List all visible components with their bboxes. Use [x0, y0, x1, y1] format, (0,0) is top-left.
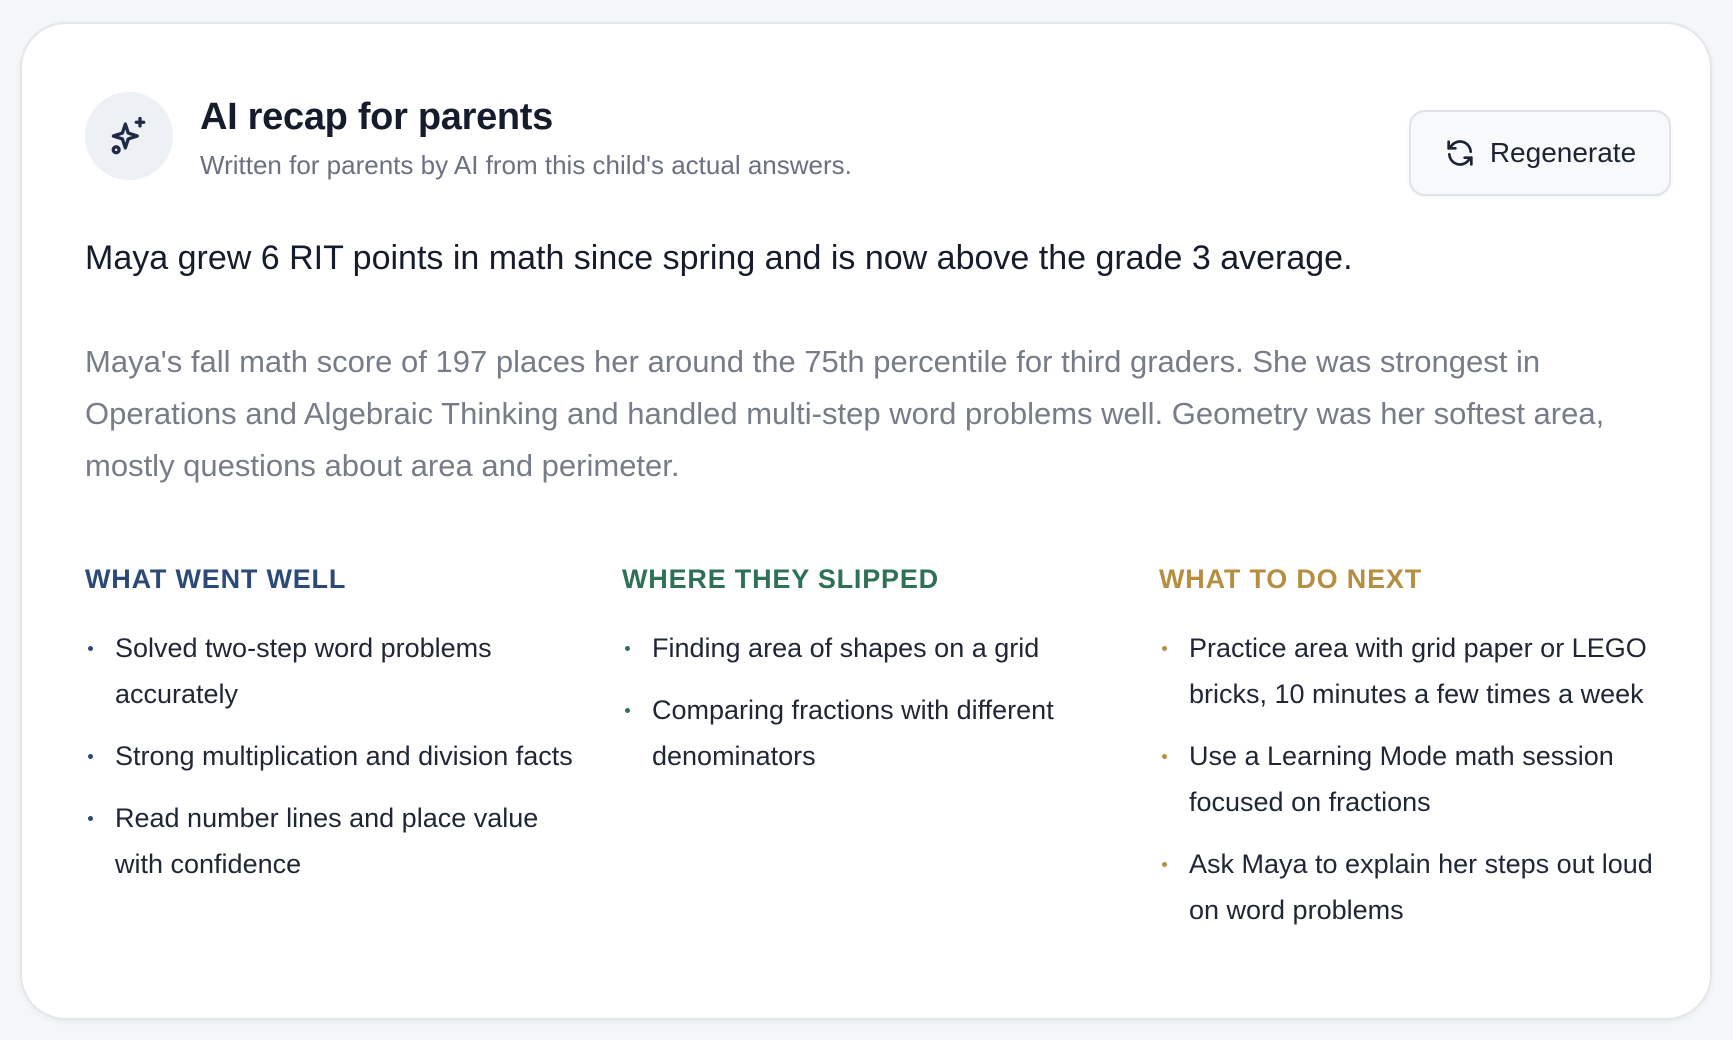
list-item: Strong multiplication and division facts	[85, 733, 585, 779]
refresh-icon	[1444, 137, 1476, 169]
section-what-went-well	[85, 564, 585, 903]
bullet-list	[1159, 625, 1669, 933]
recap-sections	[85, 564, 1685, 984]
list-item: Practice area with grid paper or LEGO bricks, 10 minutes a few times a week	[1159, 625, 1669, 717]
bullet-list	[85, 625, 585, 887]
recap-subtitle: Written for parents by AI from this child's actual answers.	[200, 150, 852, 180]
section-what-to-do-next	[1159, 564, 1669, 949]
section-heading: WHAT WENT WELL	[85, 564, 347, 594]
list-item: Comparing fractions with different denominators	[622, 687, 1122, 779]
section-heading: WHAT TO DO NEXT	[1159, 564, 1422, 594]
list-item: Read number lines and place value with confidence	[85, 795, 585, 887]
sparkles-icon	[107, 114, 151, 158]
regenerate-button[interactable]	[1409, 110, 1671, 196]
regenerate-label: Regenerate	[1489, 137, 1637, 168]
recap-title: AI recap for parents	[200, 96, 553, 138]
ai-recap-card	[20, 22, 1712, 1020]
list-item: Ask Maya to explain her steps out loud on word problems	[1159, 841, 1669, 933]
recap-headline: Maya grew 6 RIT points in math since spring and is now above the grade 3 average.	[85, 239, 1353, 277]
ai-badge	[85, 92, 173, 180]
section-heading: WHERE THEY SLIPPED	[622, 564, 939, 594]
recap-header	[85, 92, 1671, 182]
list-item: Use a Learning Mode math session focused on fractions	[1159, 733, 1669, 825]
bullet-list	[622, 625, 1122, 779]
list-item: Solved two-step word problems accurately	[85, 625, 585, 717]
list-item: Finding area of shapes on a grid	[622, 625, 1122, 671]
section-where-they-slipped	[622, 564, 1122, 795]
recap-summary: Maya's fall math score of 197 places her around the 75th percentile for third graders. She was strongest in Operations and Algebraic Thinking and handled multi-step word problems well. Geometry was her softest area, mostly questions about area and perimeter.	[85, 344, 1605, 483]
